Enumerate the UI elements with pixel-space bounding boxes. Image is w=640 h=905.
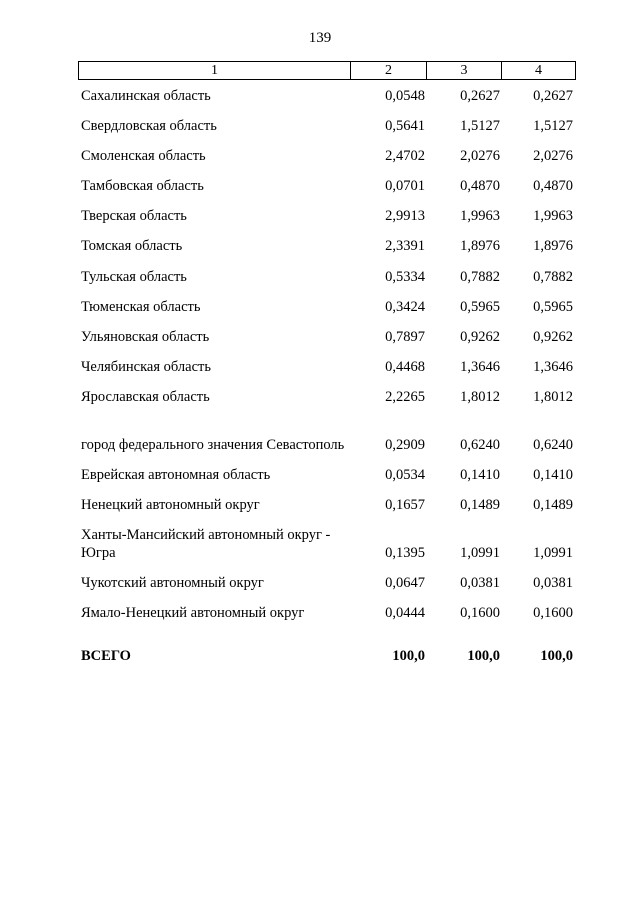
table-row bbox=[0, 525, 640, 562]
table-row bbox=[0, 176, 640, 195]
region-name: Челябинская область bbox=[81, 359, 211, 375]
table-header bbox=[78, 61, 576, 80]
table-row bbox=[0, 417, 640, 454]
region-name: город федерального значения Севастополь bbox=[81, 437, 345, 453]
value-col-4: 0,1410 bbox=[533, 467, 573, 483]
region-name: Тюменская область bbox=[81, 299, 201, 315]
region-name: Еврейская автономная область bbox=[81, 467, 271, 483]
value-col-4: 1,8012 bbox=[533, 389, 573, 405]
header-col-4: 4 bbox=[502, 62, 576, 80]
value-col-3: 0,4870 bbox=[460, 178, 500, 194]
value-col-2: 0,5641 bbox=[385, 118, 425, 134]
header-col-3: 3 bbox=[427, 62, 502, 80]
value-col-4: 0,9262 bbox=[533, 329, 573, 345]
value-col-4: 1,3646 bbox=[533, 359, 573, 375]
region-name: Тверская область bbox=[81, 208, 187, 224]
value-col-2: 0,0534 bbox=[385, 467, 425, 483]
region-name: Тульская область bbox=[81, 269, 187, 285]
total-label: ВСЕГО bbox=[81, 648, 131, 664]
header-col-1: 1 bbox=[79, 62, 351, 80]
value-col-3: 0,1600 bbox=[460, 605, 500, 621]
value-col-2: 2,3391 bbox=[385, 238, 425, 254]
total-col-4: 100,0 bbox=[540, 648, 573, 664]
value-col-3: 0,7882 bbox=[460, 269, 500, 285]
value-col-4: 0,6240 bbox=[533, 437, 573, 453]
value-col-3: 0,0381 bbox=[460, 575, 500, 591]
value-col-4: 0,1600 bbox=[533, 605, 573, 621]
table-row bbox=[0, 603, 640, 622]
value-col-3: 0,1489 bbox=[460, 497, 500, 513]
region-name: Смоленская область bbox=[81, 148, 206, 164]
value-col-3: 0,9262 bbox=[460, 329, 500, 345]
value-col-4: 1,5127 bbox=[533, 118, 573, 134]
value-col-2: 0,5334 bbox=[385, 269, 425, 285]
table-row bbox=[0, 86, 640, 105]
table-row bbox=[0, 267, 640, 286]
value-col-2: 0,2909 bbox=[385, 437, 425, 453]
region-name: Свердловская область bbox=[81, 118, 217, 134]
region-name: Чукотский автономный округ bbox=[81, 575, 264, 591]
table-row bbox=[0, 357, 640, 376]
total-col-2: 100,0 bbox=[392, 648, 425, 664]
table-row bbox=[0, 146, 640, 165]
total-row bbox=[0, 646, 640, 665]
value-col-2: 2,4702 bbox=[385, 148, 425, 164]
value-col-3: 0,5965 bbox=[460, 299, 500, 315]
value-col-3: 1,8012 bbox=[460, 389, 500, 405]
value-col-2: 0,1395 bbox=[385, 545, 425, 561]
value-col-4: 2,0276 bbox=[533, 148, 573, 164]
table-row bbox=[0, 297, 640, 316]
value-col-2: 2,2265 bbox=[385, 389, 425, 405]
table-row bbox=[0, 236, 640, 255]
value-col-4: 0,1489 bbox=[533, 497, 573, 513]
table-row bbox=[0, 116, 640, 135]
region-name: Ямало-Ненецкий автономный округ bbox=[81, 605, 305, 621]
value-col-3: 1,0991 bbox=[460, 545, 500, 561]
value-col-3: 1,8976 bbox=[460, 238, 500, 254]
table-row bbox=[0, 206, 640, 225]
value-col-4: 1,0991 bbox=[533, 545, 573, 561]
total-col-3: 100,0 bbox=[467, 648, 500, 664]
region-name: Тамбовская область bbox=[81, 178, 204, 194]
table-row bbox=[0, 387, 640, 406]
header-col-2: 2 bbox=[351, 62, 427, 80]
value-col-2: 0,0548 bbox=[385, 88, 425, 104]
value-col-2: 2,9913 bbox=[385, 208, 425, 224]
value-col-4: 0,7882 bbox=[533, 269, 573, 285]
value-col-3: 0,1410 bbox=[460, 467, 500, 483]
value-col-3: 0,6240 bbox=[460, 437, 500, 453]
value-col-4: 1,9963 bbox=[533, 208, 573, 224]
value-col-4: 0,2627 bbox=[533, 88, 573, 104]
value-col-3: 1,5127 bbox=[460, 118, 500, 134]
region-name: Ярославская область bbox=[81, 389, 210, 405]
table-row bbox=[0, 465, 640, 484]
page-number: 139 bbox=[308, 30, 332, 46]
value-col-4: 0,4870 bbox=[533, 178, 573, 194]
table-row bbox=[0, 573, 640, 592]
region-name: Томская область bbox=[81, 238, 183, 254]
value-col-2: 0,7897 bbox=[385, 329, 425, 345]
table-row bbox=[0, 327, 640, 346]
value-col-4: 0,5965 bbox=[533, 299, 573, 315]
value-col-4: 0,0381 bbox=[533, 575, 573, 591]
value-col-4: 1,8976 bbox=[533, 238, 573, 254]
region-name: Ульяновская область bbox=[81, 329, 210, 345]
value-col-3: 1,3646 bbox=[460, 359, 500, 375]
region-name: Сахалинская область bbox=[81, 88, 211, 104]
value-col-3: 2,0276 bbox=[460, 148, 500, 164]
value-col-2: 0,3424 bbox=[385, 299, 425, 315]
value-col-3: 0,2627 bbox=[460, 88, 500, 104]
value-col-2: 0,0444 bbox=[385, 605, 425, 621]
value-col-2: 0,0701 bbox=[385, 178, 425, 194]
value-col-2: 0,4468 bbox=[385, 359, 425, 375]
value-col-2: 0,0647 bbox=[385, 575, 425, 591]
region-name: Ненецкий автономный округ bbox=[81, 497, 260, 513]
value-col-2: 0,1657 bbox=[385, 497, 425, 513]
region-name: Ханты-Мансийский автономный округ - Югра bbox=[81, 527, 331, 561]
value-col-3: 1,9963 bbox=[460, 208, 500, 224]
table-row bbox=[0, 495, 640, 514]
